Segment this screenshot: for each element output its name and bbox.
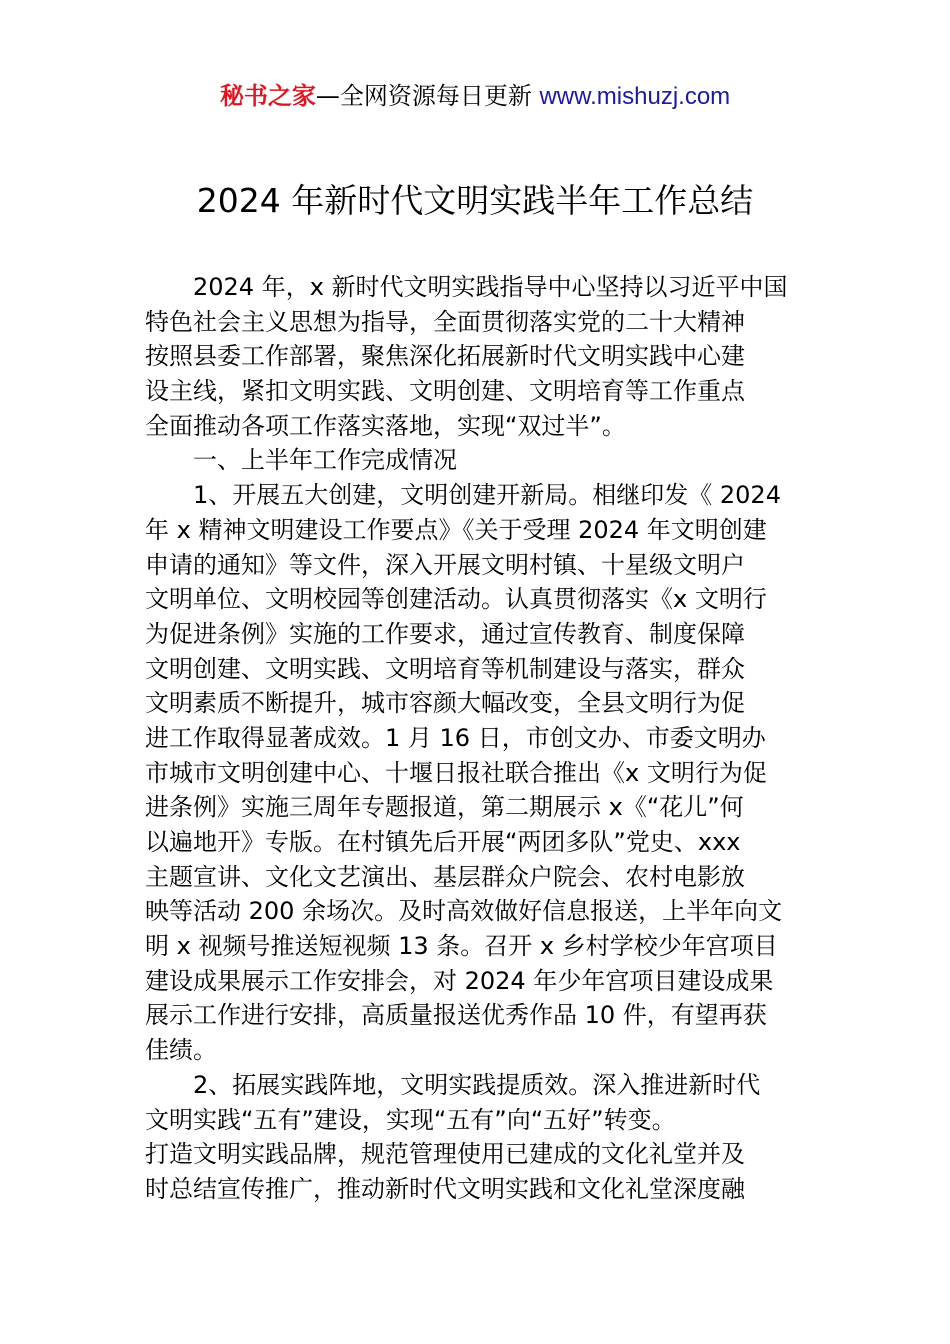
brand-name: 秘书之家 [219,82,316,110]
body-line: 特色社会主义思想为指导，全面贯彻落实党的二十大精神 [145,307,745,336]
body-line: 文明创建、文明实践、文明培育等机制建设与落实，群众 [145,654,745,683]
body-line: 2、拓展实践阵地，文明实践提质效。深入推进新时代 [145,1070,761,1099]
body-line: 主题宣讲、文化文艺演出、基层群众户院会、农村电影放 [145,862,745,891]
body-line: 明 x 视频号推送短视频 13 条。召开 x 乡村学校少年宫项目 [145,932,778,961]
body-line: 时总结宣传推广，推动新时代文明实践和文化礼堂深度融 [145,1174,745,1203]
body-line: 文明单位、文明校园等创建活动。认真贯彻落实《x 文明行 [145,585,767,614]
section-heading: 一、上半年工作完成情况 [145,446,457,475]
body-line: 全面推动各项工作落实落地，实现“双过半”。 [145,411,626,440]
body-line: 按照县委工作部署，聚焦深化拓展新时代文明实践中心建 [145,342,745,371]
body-line: 建设成果展示工作安排会，对 2024 年少年宫项目建设成果 [145,966,774,995]
header-tagline: —全网资源每日更新 [315,82,540,110]
body-line: 2024 年，x 新时代文明实践指导中心坚持以习近平中国 [145,273,788,301]
body-line: 佳绩。 [145,1036,217,1065]
body-line: 1、开展五大创建，文明创建开新局。相继印发《 2024 [145,481,781,510]
document-title: 2024 年新时代文明实践半年工作总结 [196,181,754,220]
body-line: 文明实践“五有”建设，实现“五有”向“五好”转变。 [145,1105,676,1134]
document-body [145,270,810,1207]
body-line: 映等活动 200 余场次。及时高效做好信息报送，上半年向文 [145,897,783,926]
site-url-link[interactable]: www.mishuzj.com [539,83,731,110]
body-line: 进条例》实施三周年专题报道，第二期展示 x《“花儿”何 [145,793,744,822]
body-line: 以遍地开》专版。在村镇先后开展“两团多队”党史、xxx [145,828,741,856]
body-line: 申请的通知》等文件，深入开展文明村镇、十星级文明户 [145,550,745,579]
site-header [0,80,950,113]
body-line: 展示工作进行安排，高质量报送优秀作品 10 件，有望再获 [145,1001,767,1030]
body-line: 打造文明实践品牌，规范管理使用已建成的文化礼堂并及 [145,1140,745,1169]
body-line: 为促进条例》实施的工作要求，通过宣传教育、制度保障 [145,619,745,648]
body-line: 市城市文明创建中心、十堰日报社联合推出《x 文明行为促 [145,758,767,787]
body-line: 年 x 精神文明建设工作要点》《关于受理 2024 年文明创建 [145,515,767,544]
body-line: 设主线，紧扣文明实践、文明创建、文明培育等工作重点 [145,377,745,406]
body-line: 进工作取得显著成效。1 月 16 日，市创文办、市委文明办 [145,723,766,752]
body-line: 文明素质不断提升，城市容颜大幅改变，全县文明行为促 [145,689,745,718]
